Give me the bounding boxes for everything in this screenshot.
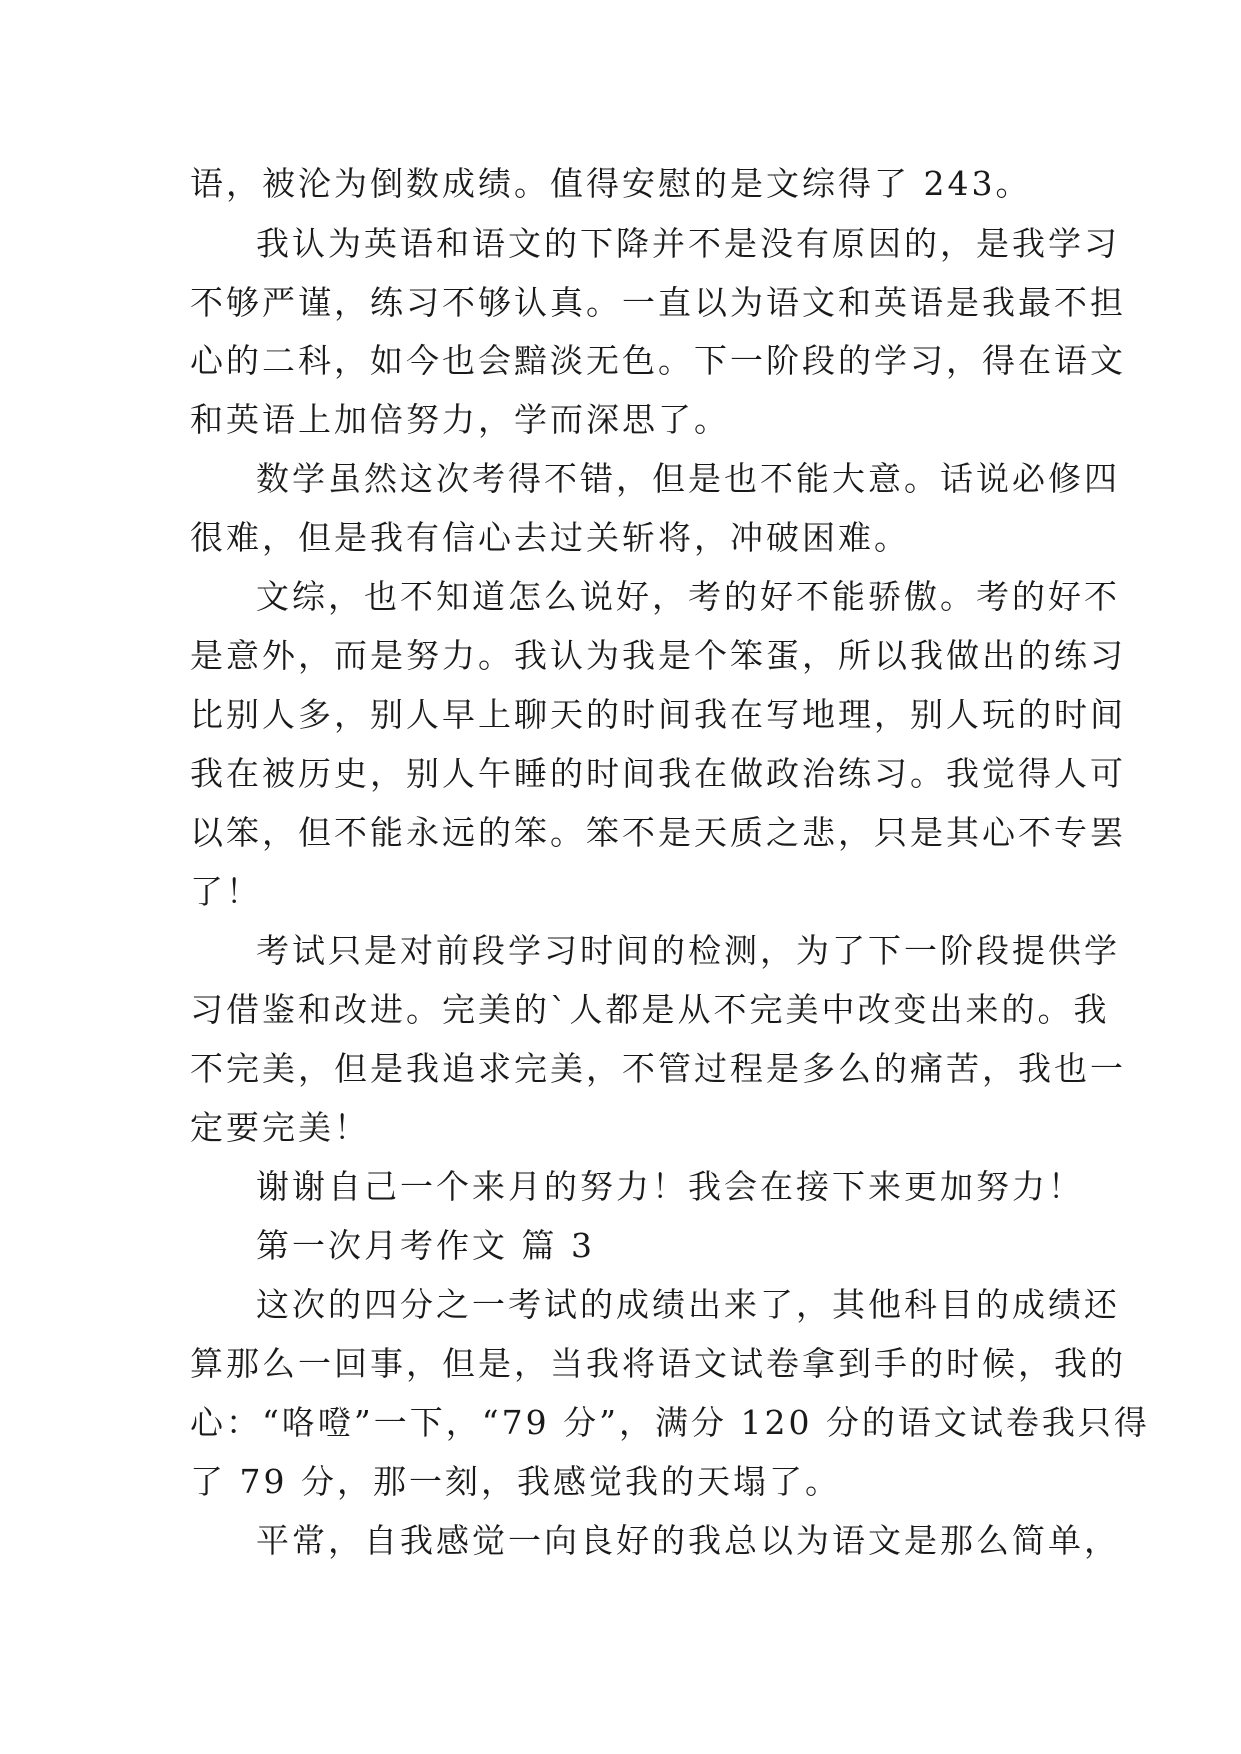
section-heading: 第一次月考作文 篇 3 [256,1226,595,1265]
text-line: 和英语上加倍努力，学而深思了。 [190,400,730,439]
text-line: 心的二科，如今也会黯淡无色。下一阶段的学习，得在语文 [190,341,1126,380]
text-line: 不完美，但是我追求完美，不管过程是多么的痛苦，我也一 [190,1049,1126,1088]
paragraph-start-line: 数学虽然这次考得不错，但是也不能大意。话说必修四 [256,459,1120,498]
text-line: 心：“咯噔”一下，“79 分”，满分 120 分的语文试卷我只得 [190,1403,1150,1442]
text-line: 以笨，但不能永远的笨。笨不是天质之悲，只是其心不专罢 [190,813,1126,852]
paragraph-start-line: 谢谢自己一个来月的努力！我会在接下来更加努力！ [256,1167,1084,1206]
text-line: 习借鉴和改进。完美的`人都是从不完美中改变出来的。我 [190,990,1110,1029]
text-line: 是意外，而是努力。我认为我是个笨蛋，所以我做出的练习 [190,636,1126,675]
paragraph-start-line: 我认为英语和语文的下降并不是没有原因的，是我学习 [256,224,1120,263]
text-line: 定要完美！ [190,1108,370,1147]
paragraph-start-line: 平常，自我感觉一向良好的我总以为语文是那么简单， [256,1521,1120,1560]
text-line: 了 79 分，那一刻，我感觉我的天塌了。 [190,1462,841,1501]
paragraph-start-line: 考试只是对前段学习时间的检测，为了下一阶段提供学 [256,931,1120,970]
text-line: 不够严谨，练习不够认真。一直以为语文和英语是我最不担 [190,283,1126,322]
text-line: 了！ [190,872,262,911]
text-line: 很难，但是我有信心去过关斩将，冲破困难。 [190,518,910,557]
paragraph-start-line: 这次的四分之一考试的成绩出来了，其他科目的成绩还 [256,1285,1120,1324]
paragraph-start-line: 文综，也不知道怎么说好，考的好不能骄傲。考的好不 [256,577,1120,616]
text-line: 算那么一回事，但是，当我将语文试卷拿到手的时候，我的 [190,1344,1126,1383]
text-line: 语，被沦为倒数成绩。值得安慰的是文综得了 243。 [190,164,1032,203]
text-line: 我在被历史，别人午睡的时间我在做政治练习。我觉得人可 [190,754,1126,793]
text-line: 比别人多，别人早上聊天的时间我在写地理，别人玩的时间 [190,695,1126,734]
